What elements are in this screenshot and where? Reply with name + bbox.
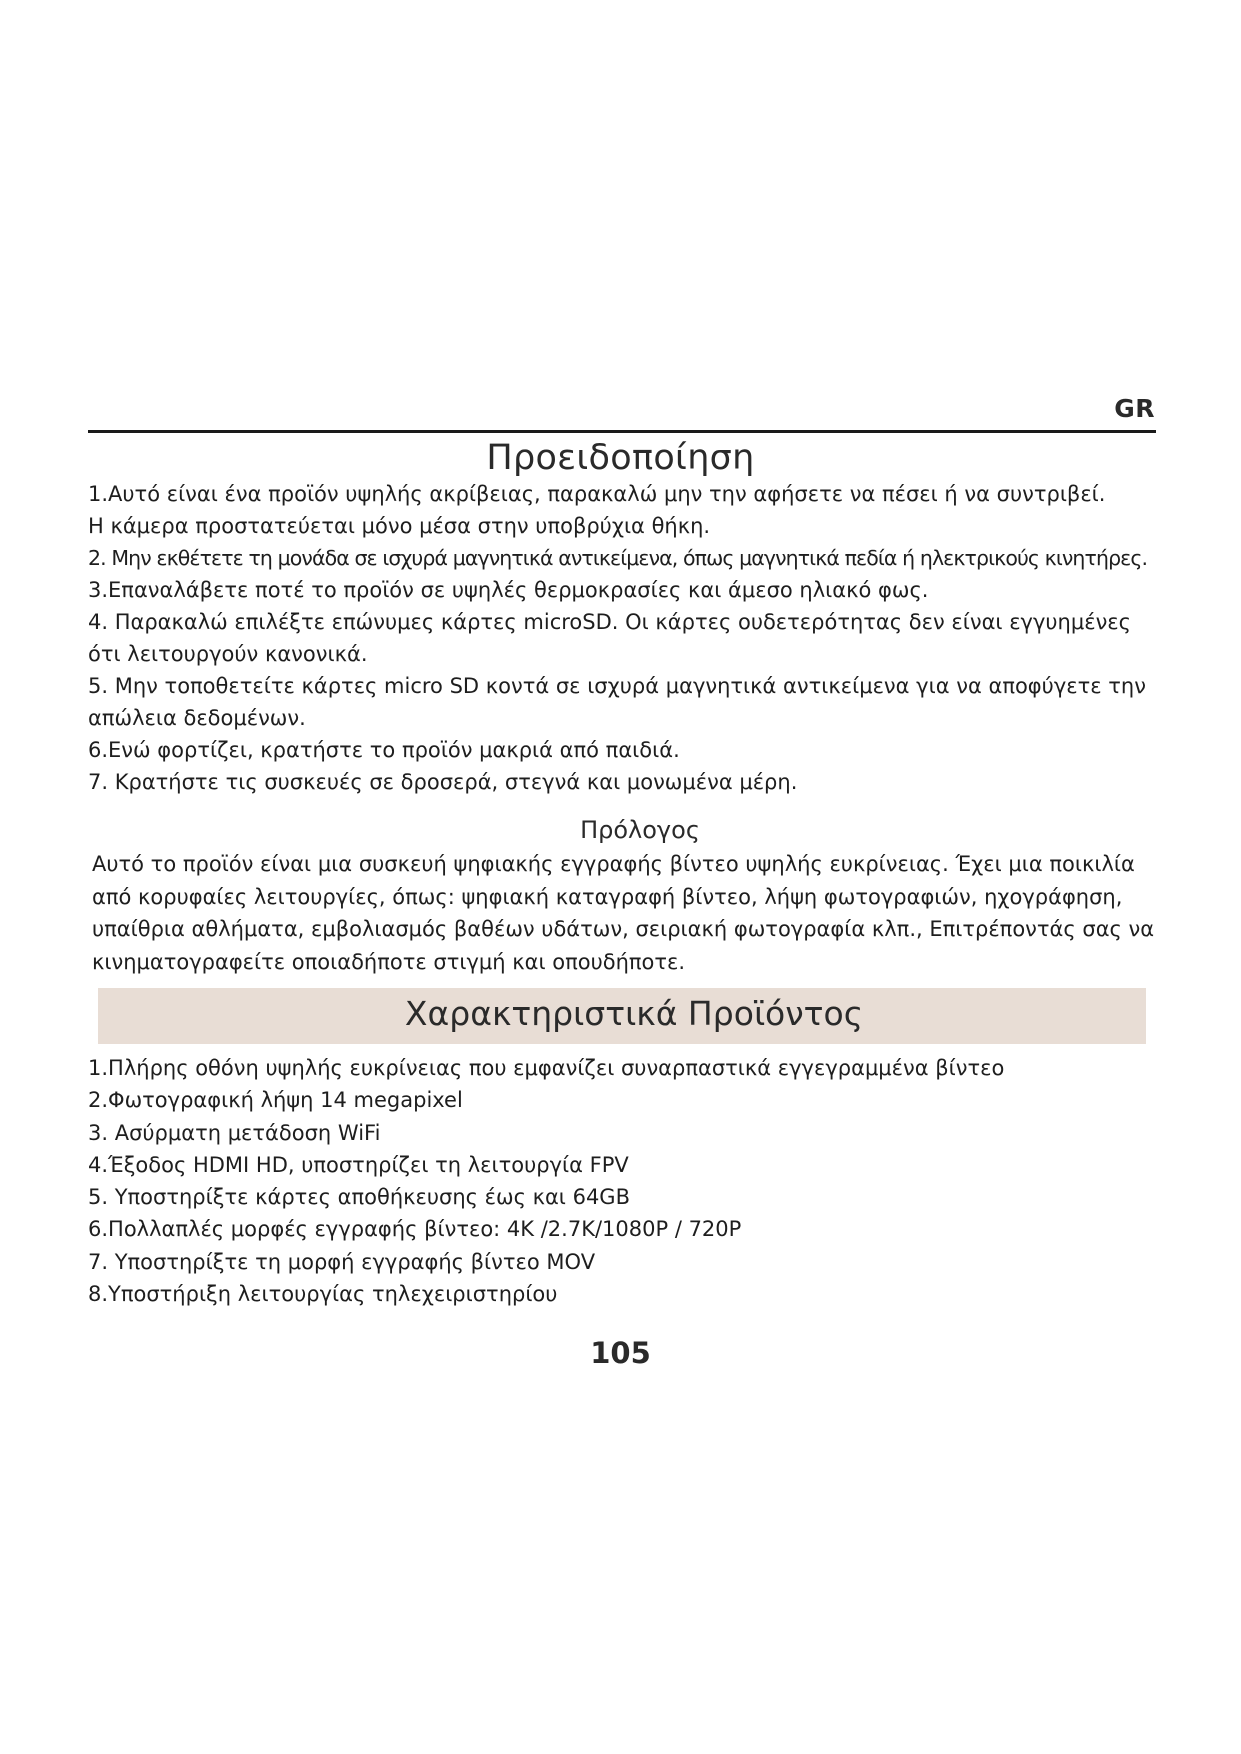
warning-list [88, 478, 1168, 798]
header-rule [88, 430, 1156, 433]
prologue-line: από κορυφαίες λειτουργίες, όπως: ψηφιακή καταγραφή βίντεο, λήψη φωτογραφιών, ηχογράφηση, [92, 884, 1123, 909]
prologue-line: υπαίθρια αθλήματα, εμβολιασμός βαθέων υδάτων, σειριακή φωτογραφία κλπ., Επιτρέποντάς σας να [92, 917, 1155, 941]
warning-line: 7. Κρατήστε τις συσκευές σε δροσερά, στεγνά και μονωμένα μέρη. [88, 770, 798, 794]
features-title: Χαρακτηριστικά Προϊόντος [404, 994, 864, 1033]
page-number: 105 [590, 1336, 651, 1370]
prologue-title: Πρόλογος [580, 816, 700, 844]
language-tag: GR [1114, 394, 1155, 423]
warning-line: 1.Αυτό είναι ένα προϊόν υψηλής ακρίβειας, παρακαλώ μην την αφήσετε να πέσει ή να συντριβεί. [88, 482, 1106, 506]
features-list [88, 1052, 1168, 1310]
feature-item: 4.Έξοδος HDMI HD, υποστηρίζει τη λειτουργία FPV [88, 1152, 629, 1177]
warning-line: Η κάμερα προστατεύεται μόνο μέσα στην υποβρύχια θήκη. [88, 514, 711, 538]
feature-item: 7. Υποστηρίξτε τη μορφή εγγραφής βίντεο MOV [88, 1249, 596, 1274]
feature-item: 3. Ασύρματη μετάδοση WiFi [88, 1120, 381, 1145]
feature-item: 6.Πολλαπλές μορφές εγγραφής βίντεο: 4K /2.7K/1080P / 720P [88, 1217, 742, 1242]
prologue-line: Αυτό το προϊόν είναι μια συσκευή ψηφιακής εγγραφής βίντεο υψηλής ευκρίνειας. Έχει μια ποικιλία [92, 852, 1135, 876]
feature-item: 2.Φωτογραφική λήψη 14 megapixel [88, 1088, 463, 1113]
feature-item: 8.Υποστήριξη λειτουργίας τηλεχειριστηρίου [88, 1282, 558, 1307]
warning-line: απώλεια δεδομένων. [88, 706, 306, 730]
warning-line: 5. Μην τοποθετείτε κάρτες micro SD κοντά σε ισχυρά μαγνητικά αντικείμενα για να αποφύγετε την [88, 674, 1146, 698]
prologue-line: κινηματογραφείτε οποιαδήποτε στιγμή και οπουδήποτε. [92, 949, 686, 974]
warning-line: 3.Επαναλάβετε ποτέ το προϊόν σε υψηλές θερμοκρασίες και άμεσο ηλιακό φως. [88, 578, 929, 602]
feature-item: 1.Πλήρης οθόνη υψηλής ευκρίνειας που εμφανίζει συναρπαστικά εγγεγραμμένα βίντεο [88, 1056, 1005, 1080]
feature-item: 5. Υποστηρίξτε κάρτες αποθήκευσης έως και 64GB [88, 1185, 630, 1210]
prologue-paragraph [92, 848, 1172, 978]
warning-line: 2. Μην εκθέτετε τη μονάδα σε ισχυρά μαγνητικά αντικείμενα, όπως μαγνητικά πεδία ή ηλεκτρικούς κινητήρες. [88, 546, 1148, 570]
warning-line: 4. Παρακαλώ επιλέξτε επώνυμες κάρτες microSD. Οι κάρτες ουδετερότητας δεν είναι εγγυημένες [88, 610, 1131, 634]
warning-line: 6.Ενώ φορτίζει, κρατήστε το προϊόν μακριά από παιδιά. [88, 738, 680, 762]
warning-title: Προειδοποίηση [486, 438, 755, 478]
warning-line: ότι λειτουργούν κανονικά. [88, 642, 368, 666]
